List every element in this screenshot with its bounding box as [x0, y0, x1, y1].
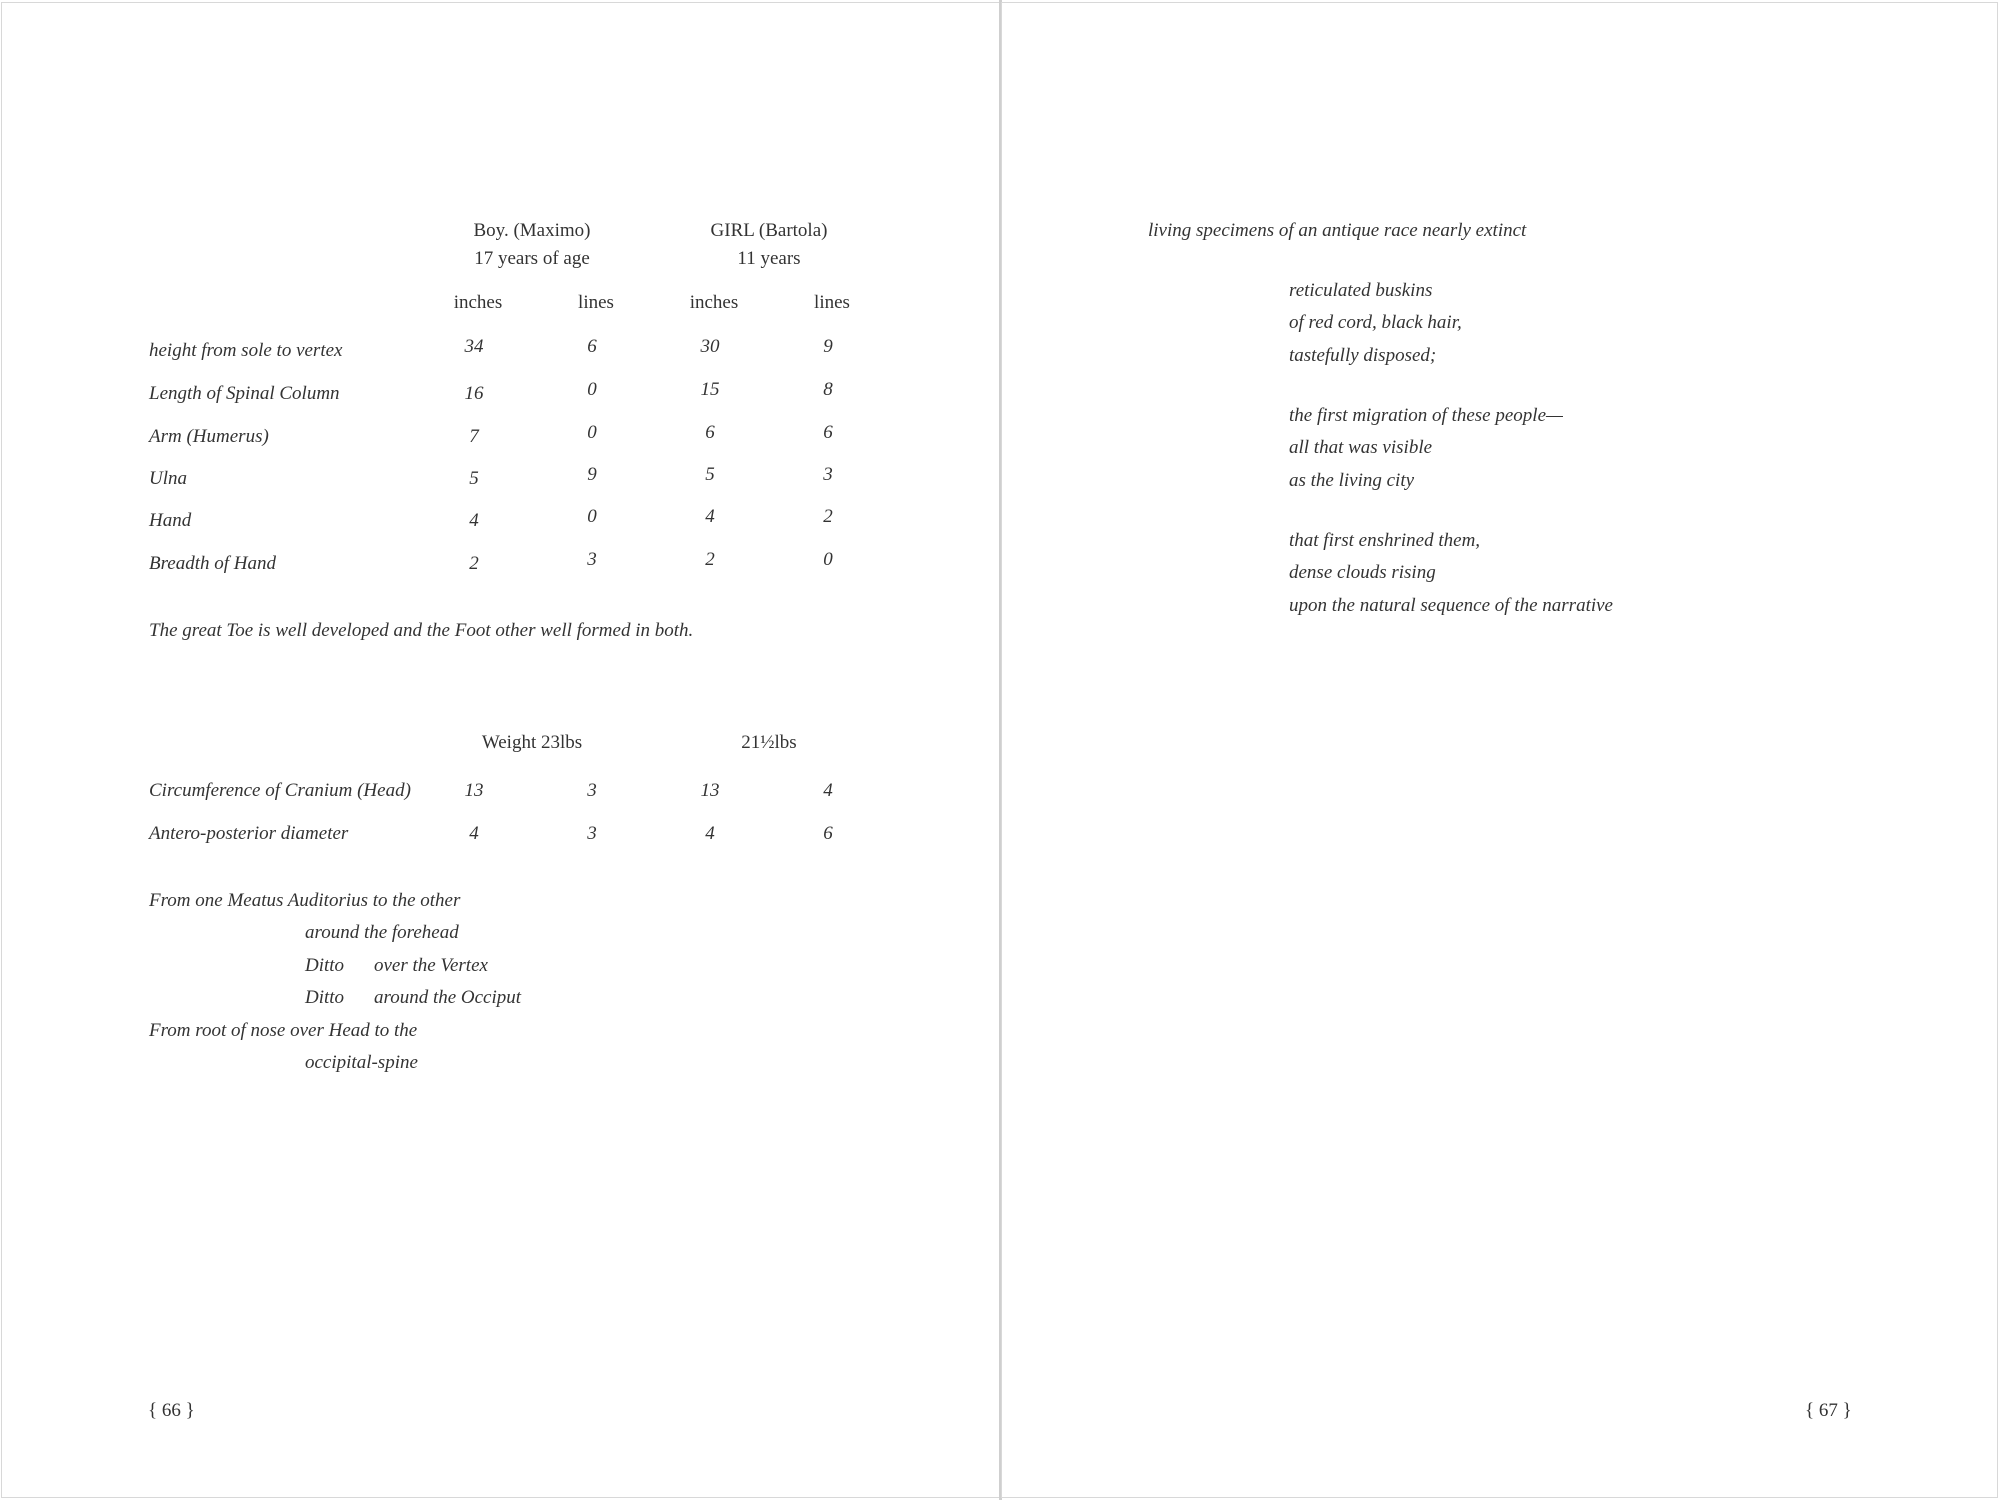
cell: 5 [705, 464, 715, 485]
cell: 6 [705, 422, 715, 443]
cell: 9 [587, 464, 597, 485]
cell: 2 [469, 553, 479, 574]
unit-header: lines [578, 292, 614, 313]
cell: 4 [705, 506, 715, 527]
unit-header: lines [814, 292, 850, 313]
cell: 3 [823, 464, 833, 485]
cell: 3 [587, 823, 597, 844]
cell: 13 [464, 780, 484, 801]
cell: 7 [469, 426, 479, 447]
poem-line: upon the natural sequence of the narrative [1289, 595, 1613, 616]
cell: 9 [823, 336, 833, 357]
cell: 0 [823, 549, 833, 570]
boy-subheading: 17 years of age [474, 248, 590, 269]
cell: 13 [700, 780, 720, 801]
poem-line: the first migration of these people— [1289, 405, 1563, 426]
measure-line: occipital-spine [305, 1052, 418, 1073]
measure-line: From root of nose over Head to the [149, 1020, 418, 1041]
row-label: Circumference of Cranium (Head) [149, 780, 411, 801]
cell: 4 [823, 780, 833, 801]
poem-line: of red cord, black hair, [1289, 312, 1462, 333]
cell: 0 [587, 422, 597, 443]
epigraph: living specimens of an antique race nearly extinct [1148, 220, 1527, 241]
cell: 6 [823, 422, 833, 443]
cell: 6 [823, 823, 833, 844]
poem-line: that first enshrined them, [1289, 530, 1481, 551]
measure-line: around the forehead [305, 922, 459, 943]
left-page [1, 2, 1000, 1498]
girl-weight: 21½lbs [741, 732, 797, 753]
poem-line: reticulated buskins [1289, 280, 1433, 301]
cell: 0 [587, 506, 597, 527]
cell: 3 [587, 549, 597, 570]
cell: 4 [705, 823, 715, 844]
poem-line: as the living city [1289, 470, 1415, 491]
row-label: Ulna [149, 468, 187, 489]
cell: 4 [469, 823, 479, 844]
girl-heading: GIRL (Bartola) [710, 220, 828, 241]
cell: 6 [587, 336, 597, 357]
row-label: Hand [149, 510, 192, 531]
row-label: height from sole to vertex [149, 340, 343, 361]
unit-header: inches [689, 292, 739, 313]
row-label: Antero-posterior diameter [149, 823, 349, 844]
cell: 5 [469, 468, 479, 489]
cell: 34 [464, 336, 484, 357]
unit-header: inches [453, 292, 503, 313]
page-number: { 66 } [148, 1400, 195, 1421]
poem-line: dense clouds rising [1289, 562, 1436, 583]
cell: 3 [587, 780, 597, 801]
row-label: Length of Spinal Column [149, 383, 340, 404]
right-page [1001, 2, 1998, 1498]
cell: 0 [587, 379, 597, 400]
poem-line: tastefully disposed; [1289, 345, 1437, 366]
boy-heading: Boy. (Maximo) [473, 220, 591, 241]
cell: 8 [823, 379, 833, 400]
measure-line: From one Meatus Auditorius to the other [149, 890, 461, 911]
cell: 30 [700, 336, 720, 357]
measure-line: over the Vertex [374, 955, 488, 976]
cell: 16 [464, 383, 484, 404]
measure-line: around the Occiput [374, 987, 522, 1008]
girl-subheading: 11 years [737, 248, 801, 269]
page-number: { 67 } [1805, 1400, 1852, 1421]
row-label: Arm (Humerus) [149, 426, 269, 447]
ditto-mark: Ditto [305, 955, 345, 976]
boy-weight: Weight 23lbs [481, 732, 583, 753]
cell: 2 [705, 549, 715, 570]
ditto-mark: Ditto [305, 987, 345, 1008]
cell: 15 [700, 379, 720, 400]
row-label: Breadth of Hand [149, 553, 277, 574]
poem-line: all that was visible [1289, 437, 1433, 458]
cell: 4 [469, 510, 479, 531]
toe-note: The great Toe is well developed and the Foot other well formed in both. [149, 620, 694, 641]
cell: 2 [823, 506, 833, 527]
